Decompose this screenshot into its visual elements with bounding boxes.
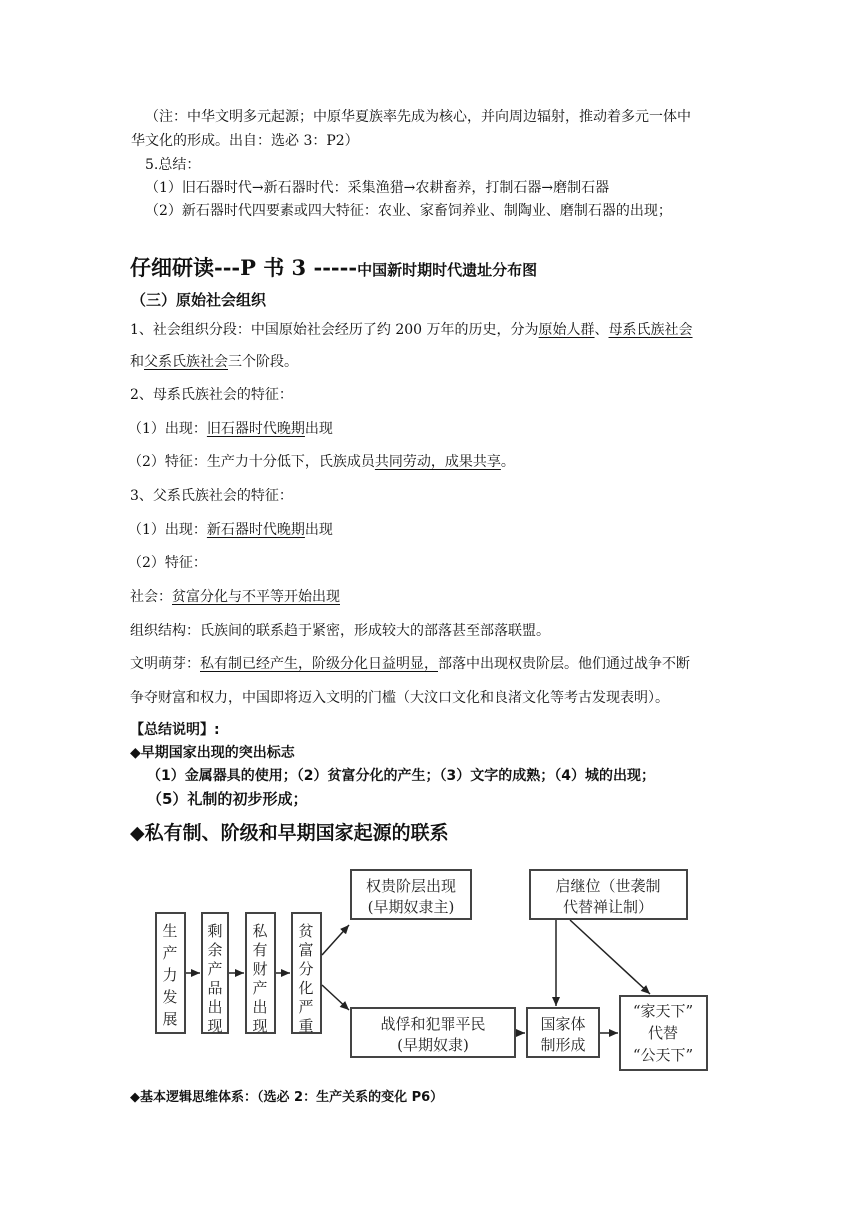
term-patrilineal: 父系氏族社会	[144, 354, 228, 370]
box-tianxia-line-2: 代替	[647, 1024, 679, 1042]
c3: 力	[162, 966, 178, 984]
box-qi-line-2: 代替禅让制）	[562, 898, 654, 916]
label: （1）出现：	[128, 421, 207, 437]
para-1-and: 和	[130, 354, 144, 370]
label: 文明萌芽：	[130, 656, 200, 672]
box-nobility-line-2: (早期奴隶主)	[367, 898, 455, 916]
link-title: ◆私有制、阶级和早期国家起源的联系	[130, 822, 449, 844]
term-matrilineal: 母系氏族社会	[608, 322, 693, 338]
box-captives-line-2: (早期奴隶)	[397, 1036, 469, 1054]
para-3-organization: 组织结构：氏族间的联系趋于紧密，形成较大的部落甚至部落联盟。	[130, 623, 550, 639]
box-tianxia-line-1: “家天下”	[632, 1002, 694, 1020]
term-primitive-group: 原始人群	[538, 322, 595, 338]
heading-sub: 中国新时期时代遗址分布图	[357, 261, 538, 279]
c4: 发	[162, 988, 178, 1006]
term-private-ownership: 私有制已经产生，阶级分化日益明显，	[200, 656, 438, 672]
box-qi-line-1: 启继位（世袭制	[555, 877, 661, 895]
box-tianxia-line-3: “公天下”	[632, 1046, 694, 1064]
box-nobility-line-1: 权贵阶层出现	[365, 877, 457, 895]
label-end: 。	[500, 454, 515, 470]
arrow-9	[570, 920, 650, 994]
note-line-2: 华文化的形成。出自：选必 3：P2）	[131, 133, 359, 149]
box-state-line-1: 国家体	[540, 1015, 586, 1033]
summary-item-1: （1）旧石器时代→新石器时代：采集渔猎→农耕畜养，打制石器→磨制石器	[145, 180, 610, 196]
signs-title: ◆早期国家出现的突出标志	[130, 745, 295, 761]
box-private-property-text: 私有财产出现	[252, 922, 268, 1035]
heading-main: 仔细研读---P 书 3 -----	[130, 255, 358, 280]
term-inequality: 贫富分化与不平等开始出现	[172, 589, 340, 605]
label-end: 部落中出现权贵阶层。他们通过战争不断	[438, 656, 690, 672]
box-state-line-2: 制形成	[540, 1036, 586, 1054]
c5: 展	[162, 1010, 178, 1028]
logic-system-title: ◆基本逻辑思维体系：（选必 2：生产关系的变化 P6）	[130, 1090, 444, 1105]
label: （1）出现：	[128, 522, 207, 538]
term-late-neolithic: 新石器时代晚期	[206, 522, 305, 538]
signs-line-1: （1）金属器具的使用；（2）贫富分化的产生；（3）文字的成熟；（4）城的出现；	[147, 768, 655, 784]
para-3-civilization-line-2: 争夺财富和权力，中国即将迈入文明的门槛（大汶口文化和良渚文化等考古发现表明）。	[130, 690, 669, 706]
signs-line-2: （5）礼制的初步形成；	[147, 790, 308, 808]
arrow-4	[322, 925, 349, 955]
para-2-title: 2、母系氏族社会的特征：	[130, 387, 293, 403]
para-3-title: 3、父系氏族社会的特征：	[130, 488, 293, 504]
box-surplus-text: 剩余产品出现	[207, 922, 223, 1035]
label: 社会：	[130, 589, 172, 605]
box-productivity-text	[162, 922, 177, 1028]
box-wealth-gap-text: 贫富分化严重	[298, 922, 314, 1035]
summary-item-2: （2）新石器时代四要素或四大特征：农业、家畜饲养业、制陶业、磨制石器的出现；	[145, 203, 672, 219]
label: （2）特征：生产力十分低下，氏族成员	[128, 454, 375, 470]
separator: 、	[594, 322, 609, 338]
summary-title: 5.总结：	[145, 157, 201, 173]
para-1-end: 三个阶段。	[228, 354, 298, 370]
para-3-feature: （2）特征：	[128, 555, 207, 571]
c1: 生	[162, 922, 178, 940]
section-3-title: （三）原始社会组织	[131, 291, 267, 309]
label-end: 出现	[304, 421, 333, 437]
arrow-5	[322, 985, 349, 1010]
term-late-paleolithic: 旧石器时代晚期	[206, 421, 305, 437]
para-1-text: 1、社会组织分段：中国原始社会经历了约 200 万年的历史，分为	[130, 322, 539, 338]
summary-note-title: 【总结说明】:	[130, 722, 220, 738]
term-shared-labor: 共同劳动，成果共享	[374, 454, 501, 470]
note-line-1: （注：中华文明多元起源；中原华夏族率先成为核心，并向周边辐射，推动着多元一体中	[145, 109, 691, 125]
box-captives-line-1: 战俘和犯罪平民	[380, 1015, 486, 1033]
c2: 产	[162, 944, 178, 962]
label-end: 出现	[304, 522, 333, 538]
